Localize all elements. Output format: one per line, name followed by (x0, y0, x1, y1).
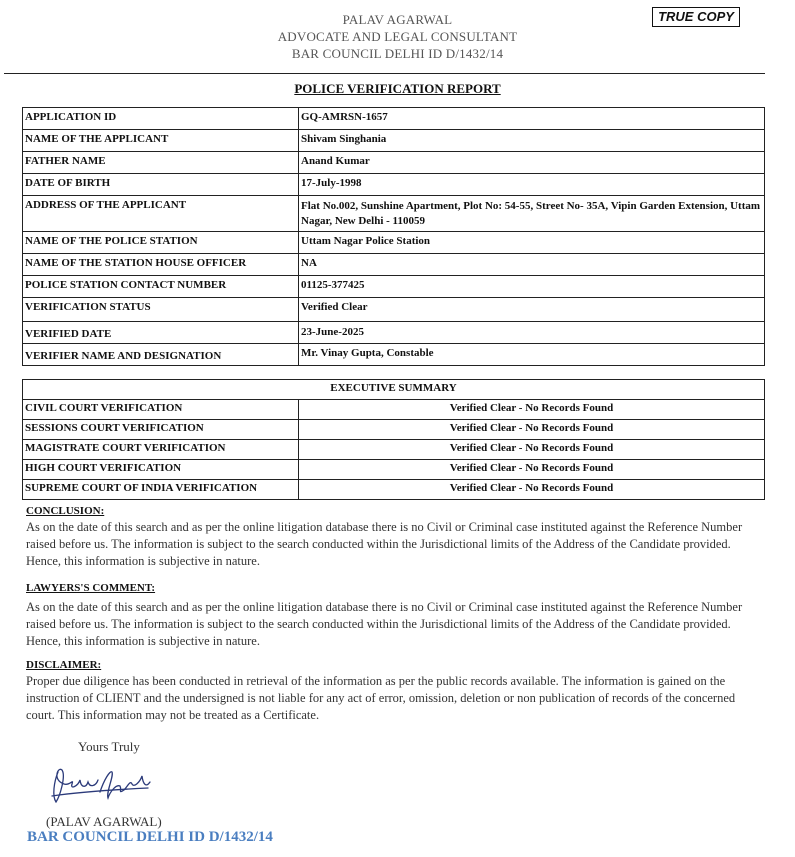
executive-summary-table (22, 379, 765, 500)
table-row (23, 298, 765, 322)
true-copy-stamp: TRUE COPY (652, 7, 740, 27)
row-value: Verified Clear - No Records Found (299, 440, 765, 460)
row-label: NAME OF THE APPLICANT (23, 130, 299, 152)
row-value: Shivam Singhania (299, 130, 765, 152)
applicant-details-table (22, 107, 765, 366)
row-label: FATHER NAME (23, 152, 299, 174)
row-value: NA (299, 254, 765, 276)
table-row (23, 322, 765, 344)
lawyers-comment-heading: LAWYERS'S COMMENT: (26, 582, 156, 594)
advocate-name: PALAV AGARWAL (342, 12, 453, 27)
table-row (23, 174, 765, 196)
row-label: MAGISTRATE COURT VERIFICATION (23, 440, 299, 460)
row-label: SUPREME COURT OF INDIA VERIFICATION (23, 480, 299, 500)
row-label: VERIFIER NAME AND DESIGNATION (23, 344, 299, 366)
row-label: NAME OF THE STATION HOUSE OFFICER (23, 254, 299, 276)
table-row (23, 152, 765, 174)
row-value: GQ-AMRSN-1657 (299, 108, 765, 130)
table-row (23, 480, 765, 500)
table-row (23, 276, 765, 298)
conclusion-heading: CONCLUSION: (26, 505, 105, 517)
table-row (23, 232, 765, 254)
row-value: Verified Clear - No Records Found (299, 420, 765, 440)
closing-salutation: Yours Truly (78, 739, 140, 754)
row-value: Uttam Nagar Police Station (299, 232, 765, 254)
signatory-name: (PALAV AGARWAL) (46, 814, 162, 829)
table-row (23, 130, 765, 152)
row-label: POLICE STATION CONTACT NUMBER (23, 276, 299, 298)
disclaimer-text: Proper due diligence has been conducted in retrieval of the information as per the public records available. The information is gained on the instruction of CLIENT and the undersigned is not liable for any act of error, omission, deletion or non publication of records of the concerned court. This information may not be treated as a Certificate. (26, 674, 736, 722)
lawyers-comment-text: As on the date of this search and as per the online litigation database there is no Civil or Criminal case instituted against the Reference Number raised before us. The information is subject to the search conducted within the Jurisdictional limits of the Address of the Candidate provided. Hence, this information is subjective in nature. (26, 600, 743, 648)
row-label: DATE OF BIRTH (23, 174, 299, 196)
row-value: Flat No.002, Sunshine Apartment, Plot No: 54-55, Street No- 35A, Vipin Garden Extension, Uttam Nagar, New Delhi - 110059 (299, 196, 765, 232)
table-row (23, 196, 765, 232)
row-value: Anand Kumar (299, 152, 765, 174)
row-label: VERIFIED DATE (23, 322, 299, 344)
signature-image (48, 762, 158, 812)
row-value: Verified Clear - No Records Found (299, 480, 765, 500)
conclusion-text: As on the date of this search and as per the online litigation database there is no Civil or Criminal case instituted against the Reference Number raised before us. The information is subject to the search conducted within the Jurisdictional limits of the Address of the Candidate provided. Hence, this information is subjective in nature. (26, 520, 743, 568)
row-label: VERIFICATION STATUS (23, 298, 299, 322)
disclaimer-heading: DISCLAIMER: (26, 659, 102, 671)
table-row (23, 344, 765, 366)
report-title: POLICE VERIFICATION REPORT (294, 81, 501, 96)
row-label: ADDRESS OF THE APPLICANT (23, 196, 299, 232)
row-value: Mr. Vinay Gupta, Constable (299, 344, 765, 366)
row-value: 23-June-2025 (299, 322, 765, 344)
table-row (23, 380, 765, 400)
table-row (23, 254, 765, 276)
summary-heading: EXECUTIVE SUMMARY (23, 380, 765, 400)
table-row (23, 440, 765, 460)
row-value: 01125-377425 (299, 276, 765, 298)
row-value: Verified Clear - No Records Found (299, 400, 765, 420)
table-row (23, 400, 765, 420)
row-label: HIGH COURT VERIFICATION (23, 460, 299, 480)
row-label: CIVIL COURT VERIFICATION (23, 400, 299, 420)
table-row (23, 460, 765, 480)
signatory-bar-id: BAR COUNCIL DELHI ID D/1432/14 (27, 829, 273, 845)
table-row (23, 420, 765, 440)
row-label: APPLICATION ID (23, 108, 299, 130)
header-divider (4, 73, 765, 74)
row-value: Verified Clear - No Records Found (299, 460, 765, 480)
row-value: Verified Clear (299, 298, 765, 322)
table-row (23, 108, 765, 130)
row-label: SESSIONS COURT VERIFICATION (23, 420, 299, 440)
advocate-role: ADVOCATE AND LEGAL CONSULTANT (277, 29, 518, 44)
row-label: NAME OF THE POLICE STATION (23, 232, 299, 254)
advocate-bar-id: BAR COUNCIL DELHI ID D/1432/14 (291, 46, 504, 61)
row-value: 17-July-1998 (299, 174, 765, 196)
